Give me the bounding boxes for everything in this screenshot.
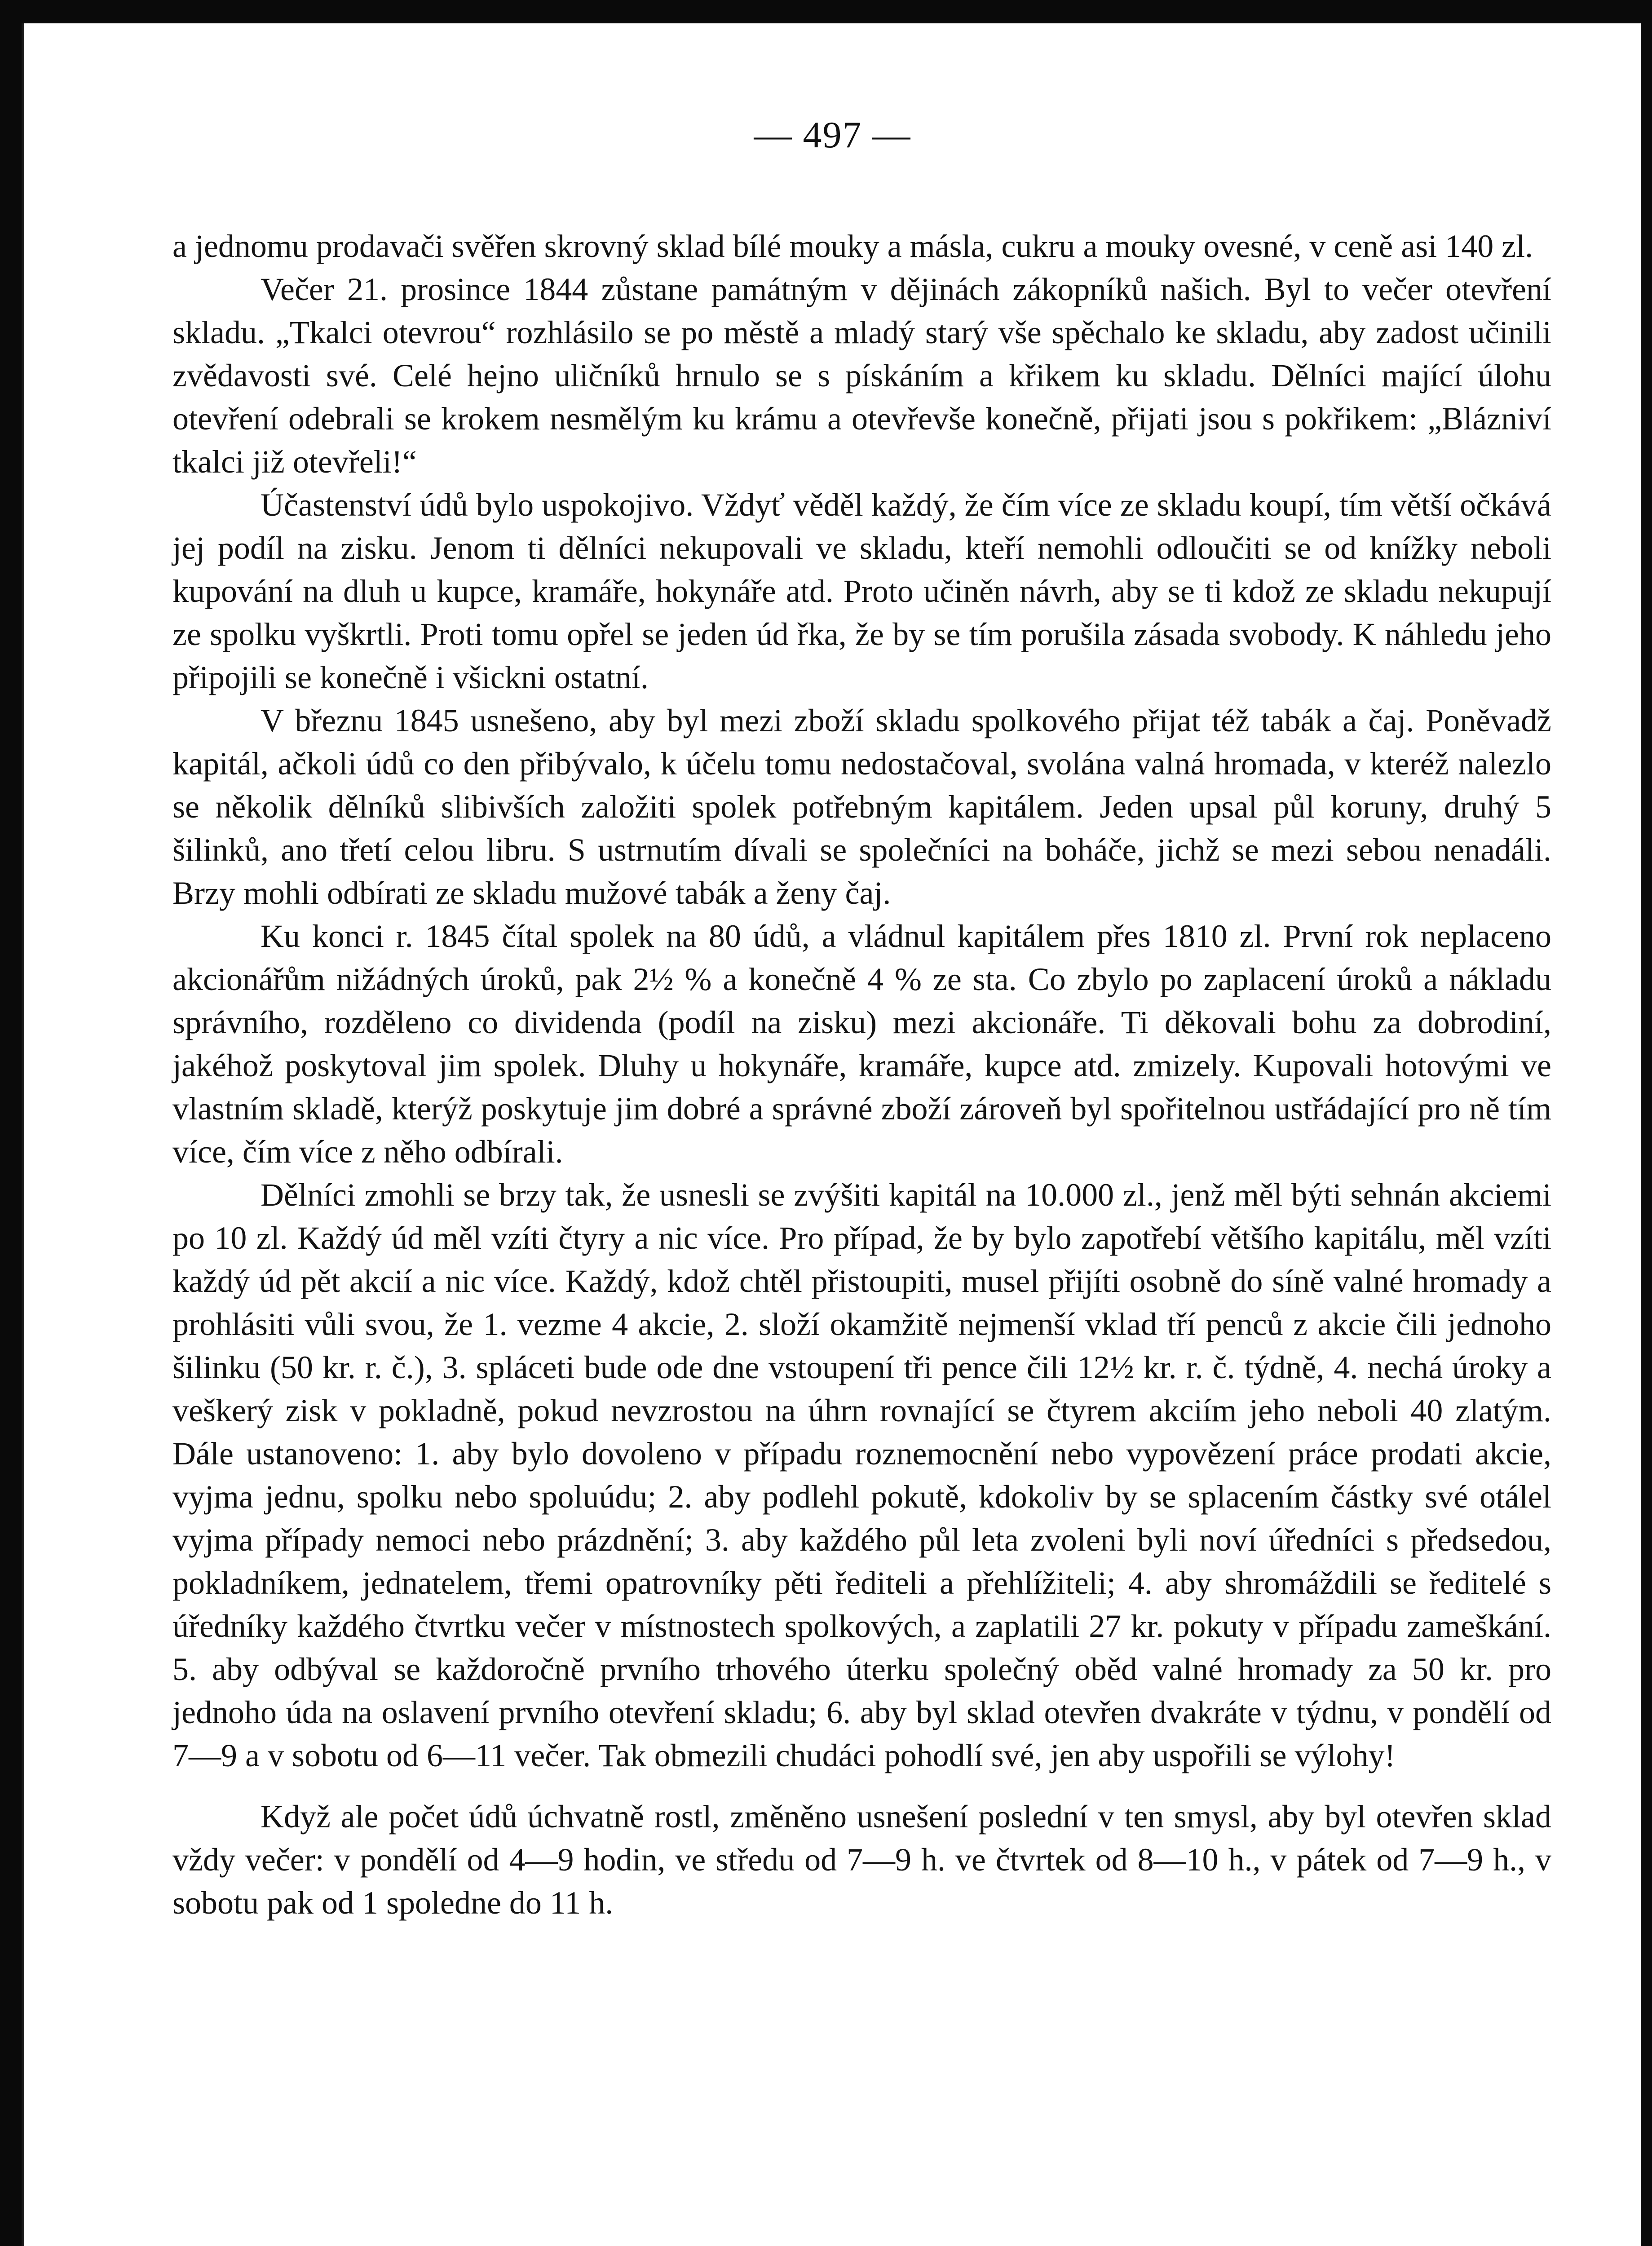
paragraph: Večer 21. prosince 1844 zůstane památným v dějinách zákopníků našich. Byl to večer otevření skladu. „Tkalci otevrou“ rozhlásilo se po městě a mladý starý vše spěchalo ke skladu, aby zadost učinili zvědavosti své. Celé hejno uličníků hrnulo se s pískáním a křikem ku skladu. Dělníci mající úlohu otevření odebrali se krokem nesmělým ku krámu a otevřevše konečně, přijati jsou s pokřikem: „Blázniví tkalci již otevřeli!“ xyxy=(172,271,1551,480)
paragraph: Ku konci r. 1845 čítal spolek na 80 údů, a vládnul kapitálem přes 1810 zl. První rok neplaceno akcionářům nižádných úroků, pak 2½ % a konečně 4 % ze sta. Co zbylo po zaplacení úroků a nákladu správního, rozděleno co dividenda (podíl na zisku) mezi akcionáře. Ti děkovali bohu za dobrodiní, jakéhož poskytoval jim spolek. Dluhy u hokynáře, kramáře, kupce atd. zmizely. Kupovali hotovými ve vlastním skladě, kterýž poskytuje jim dobré a správné zboží zároveň byl spořitelnou ustřádající pro ně tím více, čím více z něho odbírali. xyxy=(172,918,1551,1170)
page-number: — 497 — xyxy=(754,114,911,156)
scan-top-edge xyxy=(0,0,1652,23)
paragraph: Když ale počet údů úchvatně rostl, změněno usnešení poslední v ten smysl, aby byl otevřen sklad vždy večer: v pondělí od 4—9 hodin, ve středu od 7—9 h. ve čtvrtek od 8—10 h., v pátek od 7—9 h., v sobotu pak od 1 spoledne do 11 h. xyxy=(172,1799,1551,1921)
paragraph: a jednomu prodavači svěřen skrovný sklad bílé mouky a másla, cukru a mouky ovesné, v ceně asi 140 zl. xyxy=(172,228,1533,264)
paragraph: Účastenství údů bylo uspokojivo. Vždyť věděl každý, že čím více ze skladu koupí, tím větší očkává jej podíl na zisku. Jenom ti dělníci nekupovali ve skladu, kteří nemohli odloučiti se od knížky neboli kupování na dluh u kupce, kramáře, hokynáře atd. Proto učiněn návrh, aby se ti kdož ze skladu nekupují ze spolku vyškrtli. Proti tomu opřel se jeden úd řka, že by se tím porušila zásada svobody. K náhledu jeho připojili se konečně i všickni ostatní. xyxy=(172,487,1551,695)
page-sheet xyxy=(22,23,1641,2246)
paragraph: Dělníci zmohli se brzy tak, že usnesli se zvýšiti kapitál na 10.000 zl., jenž měl býti sehnán akciemi po 10 zl. Každý úd měl vzíti čtyry a nic více. Pro případ, že by bylo zapotřebí většího kapitálu, měl vzíti každý úd pět akcií a nic více. Každý, kdož chtěl přistoupiti, musel přijíti osobně do síně valné hromady a prohlásiti vůli svou, že 1. vezme 4 akcie, 2. složí okamžitě nejmenší vklad tří penců z akcie čili jednoho šilinku (50 kr. r. č.), 3. spláceti bude ode dne vstoupení tři pence čili 12½ kr. r. č. týdně, 4. nechá úroky a veškerý zisk v pokladně, pokud nevzrostou na úhrn rovnající se čtyrem akciím jeho neboli 40 zlatým. Dále ustanoveno: 1. aby bylo dovoleno v případu roznemocnění nebo vypovězení práce prodati akcie, vyjma jednu, spolku nebo spoluúdu; 2. aby podlehl pokutě, kdokoliv by se splacením částky své otálel vyjma případy nemoci nebo prázdnění; 3. aby každého půl leta zvoleni byli noví úředníci s předsedou, pokladníkem, jednatelem, třemi opatrovníky pěti řediteli a přehlížiteli; 4. aby shromáždili se ředitelé s úředníky každého čtvrtku večer v místnostech spolkových, a zaplatili 27 kr. pokuty v případu zameškání. 5. aby odbýval se každoročně prvního trhového úterku společný oběd valné hromady za 50 kr. pro jednoho úda na oslavení prvního otevření skladu; 6. aby byl sklad otevřen dvakráte v týdnu, v pondělí od 7—9 a v sobotu od 6—11 večer. Tak obmezili chudáci pohodlí své, jen aby uspořili se výlohy! xyxy=(172,1177,1551,1773)
body-text xyxy=(172,225,1551,1924)
scan-speck xyxy=(235,50,267,118)
paragraph: V březnu 1845 usnešeno, aby byl mezi zboží skladu spolkového přijat též tabák a čaj. Poněvadž kapitál, ačkoli údů co den přibývalo, k účelu tomu nedostačoval, svolána valná hromada, v kteréž nalezlo se několik dělníků slibivších založiti spolek potřebným kapitálem. Jeden upsal půl koruny, druhý 5 šilinků, ano třetí celou libru. S ustrnutím dívali se společníci na boháče, jichž se mezi sebou nenadáli. Brzy mohli odbírati ze skladu mužové tabák a ženy čaj. xyxy=(172,703,1551,911)
